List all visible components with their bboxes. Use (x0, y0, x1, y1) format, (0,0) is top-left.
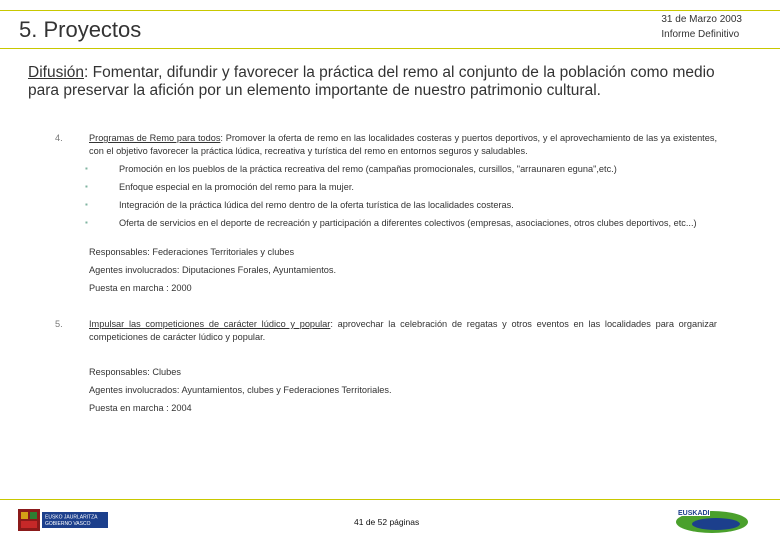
bullet-text: Integración de la práctica lúdica del remo dentro de la oferta turística de las localidades costeras. (119, 200, 514, 210)
puesta-line: Puesta en marcha : 2004 (89, 403, 192, 413)
responsables-line: Responsables: Federaciones Territoriales y clubes (89, 247, 295, 257)
agentes-line: Agentes involucrados: Ayuntamientos, clubes y Federaciones Territoriales. (89, 385, 392, 395)
bullet-text: Enfoque especial en la promoción del remo para la mujer. (119, 182, 354, 192)
footer-rule (0, 499, 780, 500)
gobierno-vasco-logo (18, 509, 108, 531)
bullet-icon: ▪ (85, 164, 88, 173)
gov-name-line1: EUSKO JAURLARITZA (45, 514, 98, 521)
section-text: : Fomentar, difundir y favorecer la práctica del remo al conjunto de la población como medio para preservar la afición por un elemento importante de nuestro patrimonio cultural. (28, 64, 715, 99)
puesta-line: Puesta en marcha : 2000 (89, 283, 192, 293)
euskadi-logo (670, 507, 750, 535)
item-number: 5. (55, 319, 63, 329)
report-date: 31 de Marzo 2003 (661, 14, 742, 25)
responsables-line: Responsables: Clubes (89, 367, 181, 377)
item-5-description: : aprovechar la celebración de regatas y otros eventos en las localidades para organizar competiciones de carácter lúdico y popular. (89, 319, 717, 342)
header-rule (0, 48, 780, 49)
report-status: Informe Definitivo (661, 29, 740, 40)
page-title: 5. Proyectos (19, 17, 142, 42)
bullet-icon: ▪ (85, 200, 88, 209)
bullet-icon: ▪ (85, 218, 88, 227)
section-heading (28, 64, 728, 100)
top-rule (0, 10, 780, 11)
section-keyword: Difusión (28, 64, 84, 81)
bullet-icon: ▪ (85, 182, 88, 191)
item-4-description: : Promover la oferta de remo en las localidades costeras y puertos deportivos, y el aprovechamiento de las ya existentes, con el objetivo favorecer la práctica lúdica, recreativa y turística del remo en entornos seguros y saludables. (89, 133, 717, 156)
agentes-line: Agentes involucrados: Diputaciones Forales, Ayuntamientos. (89, 265, 337, 275)
page-counter: 41 de 52 páginas (354, 517, 420, 527)
item-number: 4. (55, 133, 63, 143)
item-4-title: Programas de Remo para todos (89, 133, 221, 143)
item-5-text (89, 318, 717, 343)
item-5-title: Impulsar las competiciones de carácter lúdico y popular (89, 319, 331, 329)
bullet-text: Promoción en los pueblos de la práctica recreativa del remo (campañas promocionales, cursillos, "arraunaren eguna",etc.) (119, 164, 617, 174)
gov-name-line2: GOBIERNO VASCO (45, 521, 91, 527)
header-meta (661, 12, 742, 42)
item-4-text (89, 132, 717, 157)
bullet-text: Oferta de servicios en el deporte de recreación y participación a diferentes colectivos (empresas, asociaciones, otros clubes deportivos, etc...) (119, 218, 697, 228)
euskadi-wordmark: EUSKADI (678, 510, 710, 517)
